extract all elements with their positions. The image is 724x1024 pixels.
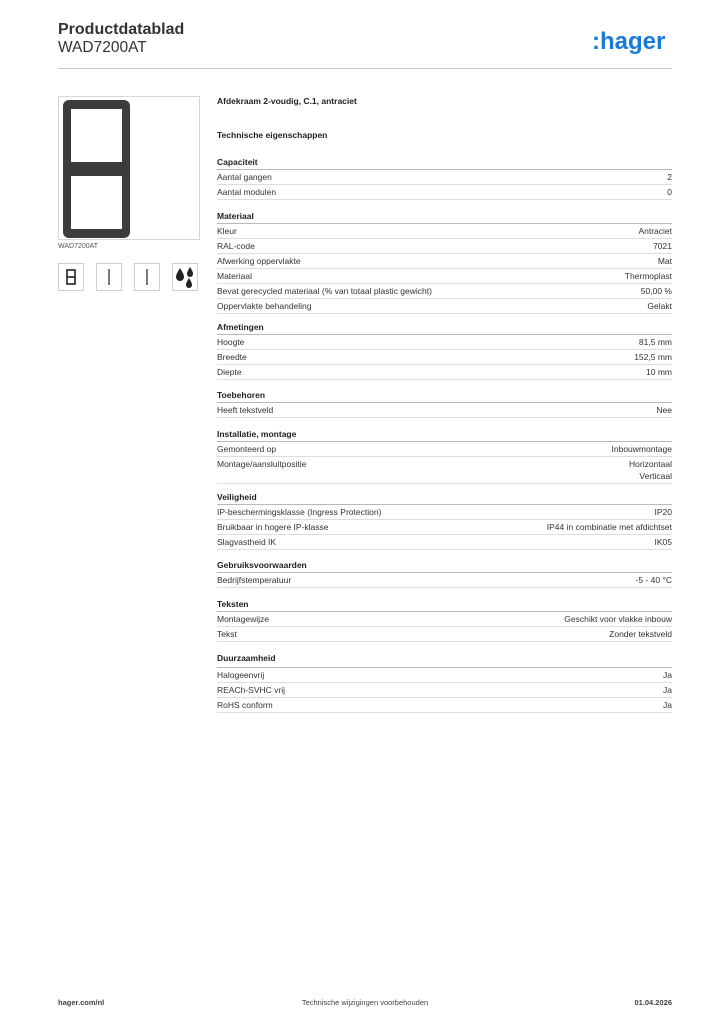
section-teksten (217, 598, 672, 642)
spec-row (217, 535, 672, 550)
document-header (58, 21, 672, 69)
hager-logo (590, 27, 672, 57)
spec-value: 7021 (653, 241, 672, 251)
spec-label: Halogeenvrij (217, 670, 265, 680)
spec-row (217, 683, 672, 698)
logo-text: :hager (592, 28, 666, 55)
spec-label: Oppervlakte behandeling (217, 301, 312, 311)
feature-icons (58, 263, 200, 293)
spec-label: Breedte (217, 352, 247, 362)
spec-row (217, 224, 672, 239)
spec-label: Kleur (217, 226, 237, 236)
section-gebruiksvoorwaarden (217, 559, 672, 588)
spec-row (217, 403, 672, 418)
spec-label: Montage/aansluitpositie (217, 459, 307, 469)
page-footer (58, 998, 672, 1012)
spec-value: Thermoplast (624, 271, 672, 281)
section-title: Installatie, montage (217, 428, 672, 442)
spec-row (217, 170, 672, 185)
technical-properties-heading: Technische eigenschappen (217, 130, 328, 140)
water-drops-icon (172, 263, 198, 291)
section-title: Teksten (217, 598, 672, 612)
spec-value: 2 (667, 172, 672, 182)
spec-label: Gemonteerd op (217, 444, 277, 454)
product-code: WAD7200AT (58, 39, 147, 56)
spec-row (217, 627, 672, 642)
spec-label: IP-beschermingsklasse (Ingress Protection) (217, 507, 382, 517)
spec-value (629, 458, 672, 482)
header-divider (58, 68, 672, 69)
section-title: Duurzaamheid (217, 652, 672, 668)
spec-row (217, 442, 672, 457)
product-image (58, 96, 200, 240)
spec-value: IP20 (654, 507, 672, 517)
spec-row (217, 185, 672, 200)
spec-value: 81,5 mm (638, 337, 672, 347)
spec-label: Aantal modulen (217, 187, 277, 197)
spec-label: Tekst (217, 629, 237, 639)
spec-row (217, 284, 672, 299)
product-description: Afdekraam 2-voudig, C.1, antraciet (217, 96, 357, 106)
spec-label: Heeft tekstveld (217, 405, 274, 415)
section-capaciteit (217, 156, 672, 200)
spec-value-line: Horizontaal (629, 459, 672, 469)
spec-value: Antraciet (638, 226, 672, 236)
section-toebehoren (217, 389, 672, 418)
spec-row (217, 457, 672, 484)
spec-row (217, 520, 672, 535)
spec-row (217, 299, 672, 314)
spec-label: Bruikbaar in hogere IP-klasse (217, 522, 329, 532)
spec-value: 0 (667, 187, 672, 197)
spec-value: 50,00 % (640, 286, 672, 296)
spec-value: 10 mm (646, 367, 672, 377)
spec-label: Bevat gerecycled materiaal (% van totaal plastic gewicht) (217, 286, 432, 296)
spec-row (217, 254, 672, 269)
spec-row (217, 612, 672, 627)
spec-value: -5 - 40 °C (635, 575, 672, 585)
spec-row (217, 269, 672, 284)
spec-value: Ja (663, 700, 672, 710)
section-title: Toebehoren (217, 389, 672, 403)
spec-label: REACh-SVHC vrij (217, 685, 286, 695)
spec-value: Geschikt voor vlakke inbouw (564, 614, 672, 624)
section-veiligheid (217, 491, 672, 550)
spec-row (217, 335, 672, 350)
spec-label: RAL-code (217, 241, 255, 251)
section-installatie-montage (217, 428, 672, 484)
spec-value: Zonder tekstveld (609, 629, 672, 639)
spec-value: Ja (663, 685, 672, 695)
spec-row (217, 365, 672, 380)
spec-label: Slagvastheid IK (217, 537, 277, 547)
spec-label: Materiaal (217, 271, 252, 281)
footer-disclaimer: Technische wijzigingen voorbehouden (301, 998, 429, 1007)
spec-value: 152,5 mm (634, 352, 672, 362)
section-afmetingen (217, 321, 672, 380)
section-duurzaamheid (217, 652, 672, 713)
spec-value: Mat (657, 256, 672, 266)
double-frame-image (59, 97, 199, 239)
spec-value: Ja (663, 670, 672, 680)
vertical-line-icon (96, 263, 122, 291)
spec-label: Diepte (217, 367, 242, 377)
spec-row (217, 239, 672, 254)
vertical-line-icon (134, 263, 160, 291)
spec-value-line: Verticaal (639, 471, 672, 481)
website-link[interactable]: hager.com/nl (58, 998, 105, 1007)
section-title: Materiaal (217, 210, 672, 224)
spec-row (217, 505, 672, 520)
footer-date: 01.04.2026 (634, 998, 672, 1007)
spec-row (217, 350, 672, 365)
page-title: Productdatablad (58, 21, 185, 38)
section-title: Capaciteit (217, 156, 672, 170)
segment-digit-icon (58, 263, 84, 291)
spec-value: IK05 (654, 537, 672, 547)
spec-row (217, 573, 672, 588)
section-title: Afmetingen (217, 321, 672, 335)
spec-value: IP44 in combinatie met afdichtset (546, 522, 672, 532)
product-image-caption: WAD7200AT (58, 243, 99, 250)
spec-label: Hoogte (217, 337, 245, 347)
section-materiaal (217, 210, 672, 314)
section-title: Veiligheid (217, 491, 672, 505)
spec-row (217, 698, 672, 713)
spec-value: Gelakt (647, 301, 672, 311)
spec-label: Montagewijze (217, 614, 269, 624)
spec-label: Afwerking oppervlakte (217, 256, 301, 266)
spec-value: Nee (656, 405, 672, 415)
spec-row (217, 668, 672, 683)
spec-label: RoHS conform (217, 700, 273, 710)
section-title: Gebruiksvoorwaarden (217, 559, 672, 573)
spec-value: Inbouwmontage (611, 444, 672, 454)
spec-label: Aantal gangen (217, 172, 272, 182)
spec-label: Bedrijfstemperatuur (217, 575, 292, 585)
